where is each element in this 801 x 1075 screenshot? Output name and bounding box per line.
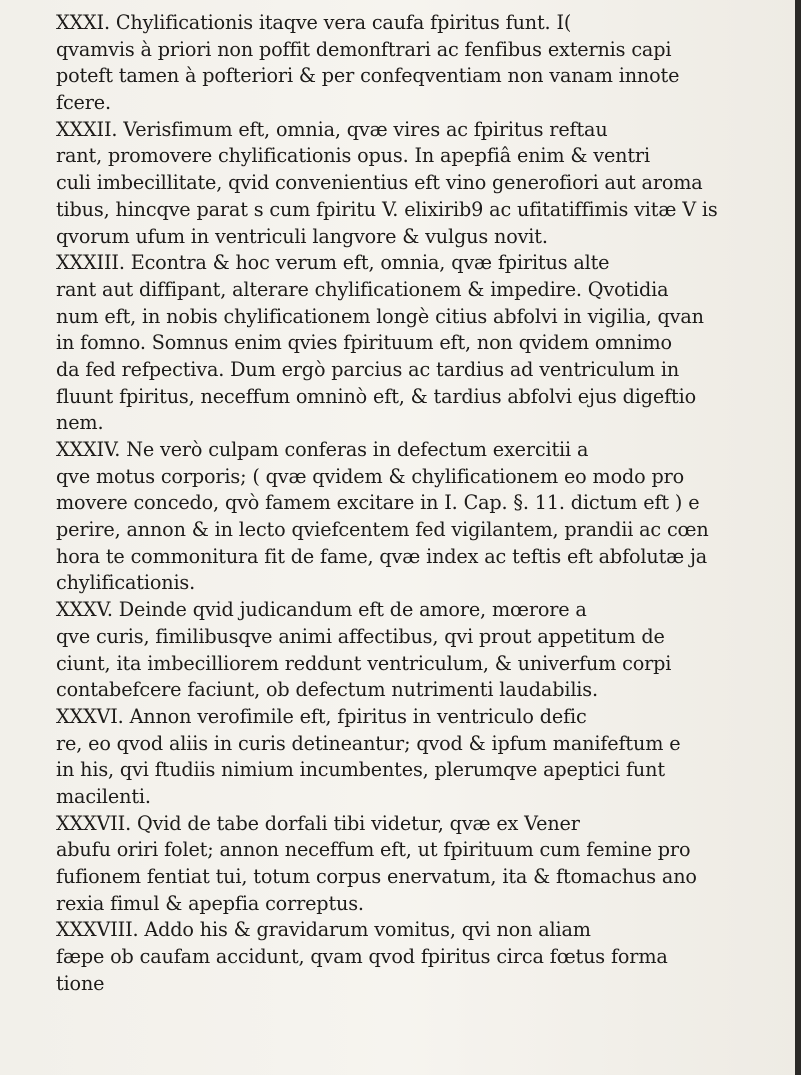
text-line: XXXVIII. Addo his & gravidarum vomitus, qvi non aliam (56, 918, 591, 942)
text-line: rant, promovere chylificationis opus. In apepfiâ enim & ventri (56, 144, 650, 168)
text-line: in his, qvi ftudiis nimium incumbentes, plerumqve apeptici funt (56, 758, 665, 782)
text-line: XXXVII. Qvid de tabe dorfali tibi videtur, qvæ ex Vener (56, 811, 580, 835)
page-edge-shadow (795, 0, 801, 1075)
text-line: XXXV. Deinde qvid judicandum eft de amore, mœrore a (56, 598, 587, 622)
text-line: perire, annon & in lecto qviefcentem fed vigilantem, prandii ac cœn (56, 518, 709, 542)
text-line: rexia fimul & apepfia correptus. (56, 891, 364, 915)
text-line: nem. (56, 411, 104, 435)
text-line: poteft tamen à pofteriori & per confeqventiam non vanam innote (56, 64, 680, 88)
text-line: num eft, in nobis chylificationem longè citius abfolvi in vigilia, qvan (56, 304, 704, 328)
text-line: fufionem fentiat tui, totum corpus enervatum, ita & ftomachus ano (56, 865, 697, 888)
text-line: da fed refpectiva. Dum ergò parcius ac tardius ad ventriculum in (56, 357, 680, 381)
text-line: XXXI. Chylificationis itaqve vera caufa fpiritus funt. I( (56, 11, 572, 34)
text-line: culi imbecillitate, qvid convenientius eft vino generofiori aut aroma (56, 171, 703, 195)
text-line: in fomno. Somnus enim qvies fpirituum eft, non qvidem omnimo (56, 331, 672, 355)
text-line: qvorum ufum in ventriculi langvore & vulgus novit. (56, 224, 548, 248)
text-line: fluunt fpiritus, neceffum omninò eft, & tardius abfolvi ejus digeftio (56, 384, 696, 408)
text-line: XXXII. Verisfimum eft, omnia, qvæ vires ac fpiritus reftau (56, 117, 608, 141)
text-line: XXXIV. Ne verò culpam conferas in defectum exercitii a (56, 438, 589, 461)
text-line: tione (56, 971, 105, 995)
text-line: macilenti. (56, 784, 151, 808)
text-line: abufu oriri folet; annon neceffum eft, ut fpirituum cum femine pro (56, 838, 691, 862)
text-line: movere concedo, qvò famem excitare in I. Cap. §. 11. dictum eft ) e (56, 491, 700, 515)
text-line: ciunt, ita imbecilliorem reddunt ventriculum, & univerfum corpi (56, 651, 672, 675)
text-line: rant aut diffipant, alterare chylificationem & impedire. Qvotidia (56, 277, 669, 301)
text-line: fæpe ob caufam accidunt, qvam qvod fpiritus circa fœtus forma (56, 945, 668, 969)
text-line: qve motus corporis; ( qvæ qvidem & chylificationem eo modo pro (56, 464, 685, 488)
text-line: hora te commonitura fit de fame, qvæ index ac teftis eft abfolutæ ja (56, 544, 708, 568)
text-line: contabefcere faciunt, ob defectum nutrimenti laudabilis. (56, 678, 598, 702)
text-line: fcere. (56, 91, 111, 115)
text-line: XXXIII. Econtra & hoc verum eft, omnia, qvæ fpiritus alte (56, 251, 610, 275)
text-line: qve curis, fimilibusqve animi affectibus, qvi prout appetitum de (56, 624, 665, 648)
text-line: chylificationis. (56, 571, 196, 595)
page-text (56, 10, 792, 997)
text-line: tibus, hincqve parat s cum fpiritu V. elixirib9 ac ufitatiffimis vitæ V is (56, 197, 718, 221)
text-line: qvamvis à priori non poffit demonftrari ac fenfibus externis capi (56, 37, 672, 61)
text-line: re, eo qvod aliis in curis detineantur; qvod & ipfum manifeftum e (56, 731, 681, 755)
text-line: XXXVI. Annon verofimile eft, fpiritus in ventriculo defic (56, 704, 587, 728)
